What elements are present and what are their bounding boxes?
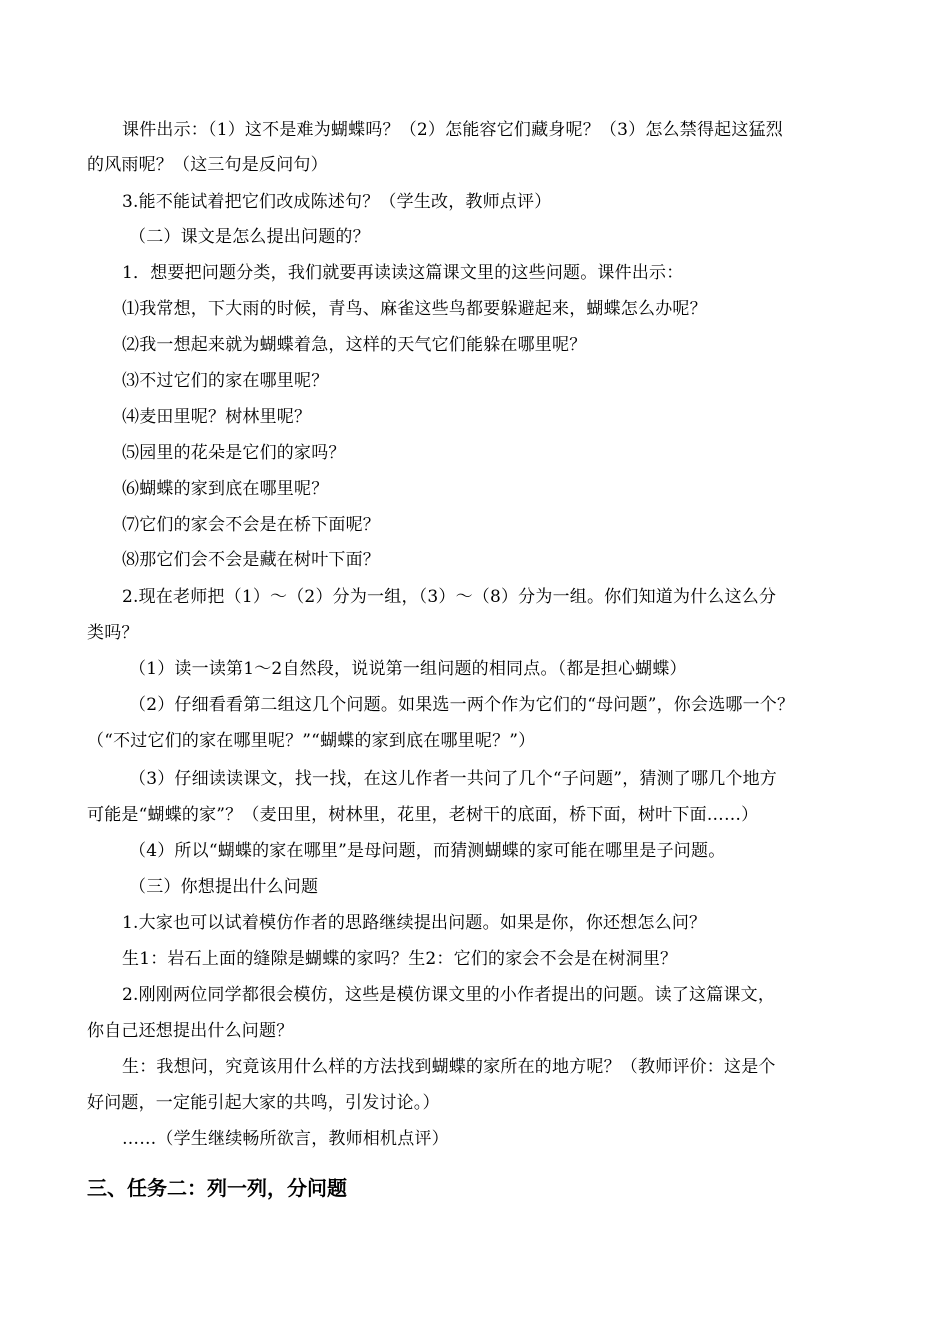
list-item: ⑶不过它们的家在哪里呢？ [122,371,329,391]
list-item: ⑴我常想，下大雨的时候，青鸟、麻雀这些鸟都要躲避起来，蝴蝶怎么办呢？ [122,299,707,319]
paragraph-line: 生：我想问，究竟该用什么样的方法找到蝴蝶的家所在的地方呢？（教师评价：这是个 [122,1057,776,1077]
list-item: ⑵我一想起来就为蝴蝶着急，这样的天气它们能躲在哪里呢？ [122,335,587,355]
paragraph-line: 2.刚刚两位同学都很会模仿，这些是模仿课文里的小作者提出的问题。读了这篇课文， [122,985,776,1005]
list-item: ⑻那它们会不会是藏在树叶下面？ [122,550,380,570]
paragraph-line: 1．想要把问题分类，我们就要再读读这篇课文里的这些问题。课件出示： [122,263,684,283]
paragraph-line: 你自己还想提出什么问题？ [87,1021,294,1041]
paragraph-line: 好问题，一定能引起大家的共鸣，引发讨论。） [87,1093,440,1113]
paragraph-line: 类吗？ [87,623,139,643]
list-item: ⑹蝴蝶的家到底在哪里呢？ [122,479,329,499]
subsection-title: （三）你想提出什么问题 [129,877,319,897]
paragraph-line: 生1：岩石上面的缝隙是蝴蝶的家吗？生2：它们的家会不会是在树洞里？ [122,949,678,969]
paragraph-line: （4）所以“蝴蝶的家在哪里”是母问题，而猜测蝴蝶的家可能在哪里是子问题。 [129,841,726,861]
subsection-title: （二）课文是怎么提出问题的？ [129,227,370,247]
section-heading: 三、任务二：列一列，分问题 [87,1176,347,1200]
paragraph-line: （2）仔细看看第二组这几个问题。如果选一两个作为它们的“母问题”，你会选哪一个？ [129,695,795,715]
paragraph-line: 可能是“蝴蝶的家”？（麦田里，树林里，花里，老树干的底面，桥下面，树叶下面……） [87,805,759,825]
paragraph-line: （3）仔细读读课文，找一找，在这儿作者一共问了几个“子问题”，猜测了哪几个地方 [129,769,777,789]
paragraph-line: 1.大家也可以试着模仿作者的思路继续提出问题。如果是你，你还想怎么问？ [122,913,707,933]
paragraph-line: 3.能不能试着把它们改成陈述句？（学生改，教师点评） [122,192,552,212]
list-item: ⑺它们的家会不会是在桥下面呢？ [122,515,380,535]
paragraph-line: （1）读一读第1～2自然段，说说第一组问题的相同点。（都是担心蝴蝶） [129,659,687,679]
paragraph-line: ……（学生继续畅所欲言，教师相机点评） [122,1129,449,1149]
list-item: ⑷麦田里呢？树林里呢？ [122,407,312,427]
paragraph-line: 的风雨呢？（这三句是反问句） [87,155,328,175]
paragraph-line: 2.现在老师把（1）～（2）分为一组，（3）～（8）分为一组。你们知道为什么这么分 [122,587,777,607]
list-item: ⑸园里的花朵是它们的家吗？ [122,443,346,463]
paragraph-line: （“不过它们的家在哪里呢？”“蝴蝶的家到底在哪里呢？”） [87,731,536,751]
paragraph-line: 课件出示：（1）这不是难为蝴蝶吗？（2）怎能容它们藏身呢？（3）怎么禁得起这猛烈 [122,120,783,140]
